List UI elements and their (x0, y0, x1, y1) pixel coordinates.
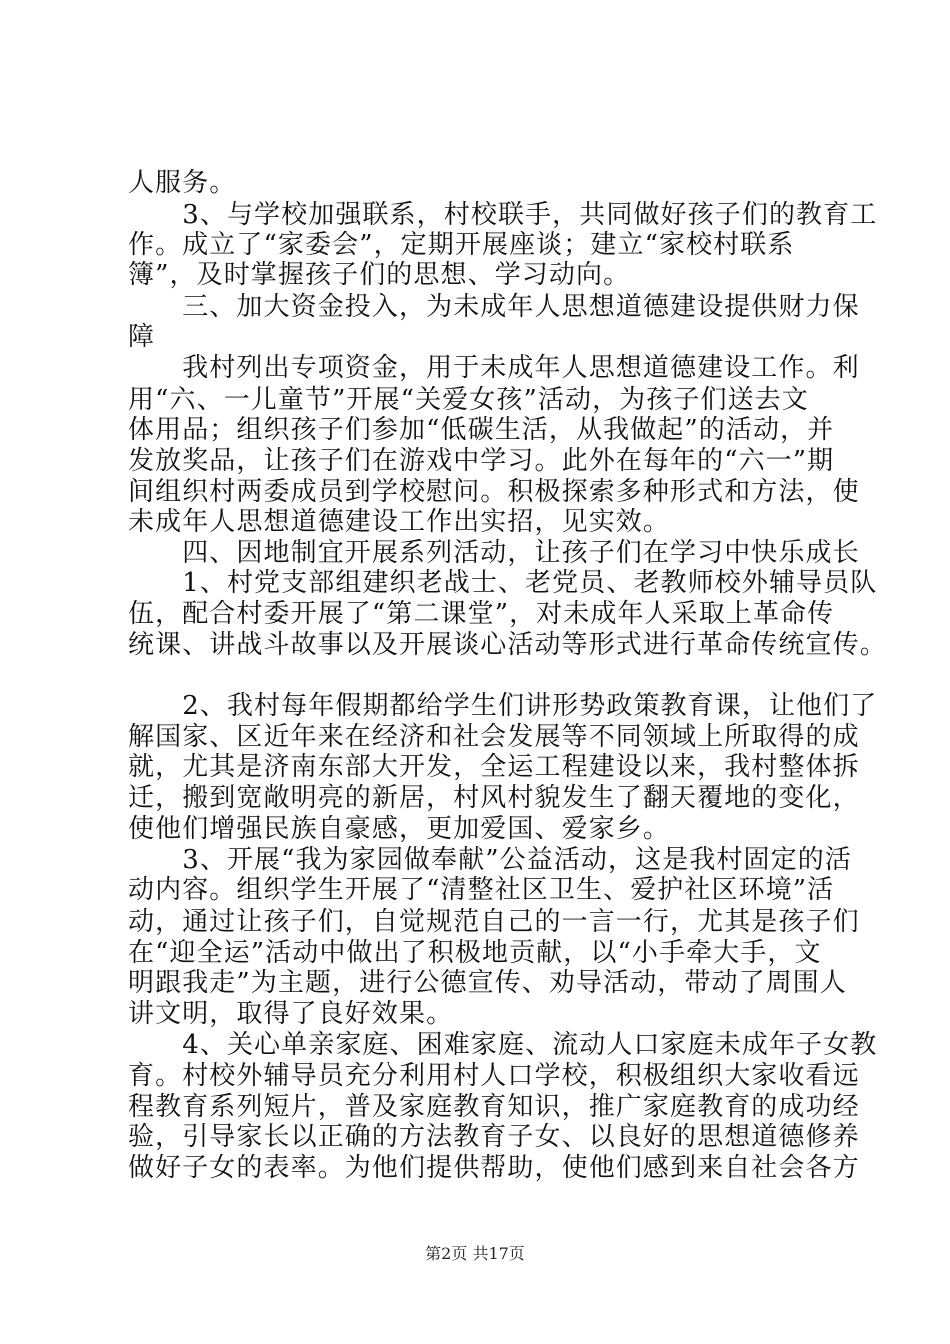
text-line: 间组织村两委成员到学校慰问。积极探索多种形式和方法，使 (128, 477, 860, 507)
text-line: 程教育系列短片，普及家庭教育知识，推广家庭教育的成功经 (128, 1092, 860, 1122)
text-line: 三、加大资金投入，为未成年人思想道德建设提供财力保 (128, 292, 860, 322)
text-line: 伍，配合村委开展了“第二课堂”，对未成年人采取上革命传 (128, 599, 835, 629)
text-line: 明跟我走”为主题，进行公德宣传、劝导活动，带动了周围人 (128, 968, 847, 998)
text-line: 3、开展“我为家园做奉献”公益活动，这是我村固定的活 (128, 845, 852, 875)
text-line: 用“六、一儿童节”开展“关爱女孩”活动，为孩子们送去文 (128, 385, 809, 415)
text-line: 统课、讲战斗故事以及开展谈心活动等形式进行革命传统宣传。 (128, 630, 887, 660)
text-line: 2、我村每年假期都给学生们讲形势政策教育课，让他们了 (128, 691, 878, 721)
text-line: 四、因地制宜开展系列活动，让孩子们在学习中快乐成长 (128, 538, 860, 568)
text-line: 我村列出专项资金，用于未成年人思想道德建设工作。利 (128, 353, 860, 383)
text-line: 未成年人思想道德建设工作出实招，见实效。 (128, 507, 671, 537)
text-line: 在“迎全运”活动中做出了积极地贡献，以“小手牵大手，文 (128, 938, 822, 968)
text-line: 1、村党支部组建织老战士、老党员、老教师校外辅导员队 (128, 568, 878, 598)
text-line: 3、与学校加强联系，村校联手，共同做好孩子们的教育工 (128, 200, 878, 230)
text-line: 使他们增强民族自豪感，更加爱国、爱家乡。 (128, 814, 671, 844)
text-line: 验，引导家长以正确的方法教育子女、以良好的思想道德修养 (128, 1122, 860, 1152)
text-line: 体用品；组织孩子们参加“低碳生活，从我做起”的活动，并 (128, 415, 835, 445)
text-line: 育。村校外辅导员充分利用村人口学校，积极组织大家收看远 (128, 1061, 860, 1091)
text-line: 4、关心单亲家庭、困难家庭、流动人口家庭未成年子女教 (128, 1030, 878, 1060)
text-line: 动，通过让孩子们，自觉规范自己的一言一行，尤其是孩子们 (128, 907, 860, 937)
text-line: 动内容。组织学生开展了“清整社区卫生、爱护社区环境”活 (128, 875, 835, 905)
text-line: 发放奖品，让孩子们在游戏中学习。此外在每年的“六一”期 (128, 446, 835, 476)
text-line: 人服务。 (128, 168, 237, 198)
text-line: 簿”，及时掌握孩子们的思想、学习动向。 (128, 260, 631, 290)
text-line: 做好子女的表率。为他们提供帮助，使他们感到来自社会各方 (128, 1153, 860, 1183)
page-footer: 第2页 共17页 (425, 1244, 525, 1263)
text-line: 讲文明，取得了良好效果。 (128, 999, 454, 1029)
text-line: 解国家、区近年来在经济和社会发展等不同领域上所取得的成 (128, 722, 860, 752)
text-line: 作。成立了“家委会”，定期开展座谈；建立“家校村联系 (128, 230, 795, 260)
text-line: 迁，搬到宽敞明亮的新居，村风村貌发生了翻天覆地的变化， (128, 783, 860, 813)
text-line: 就，尤其是济南东部大开发，全运工程建设以来，我村整体拆 (128, 752, 860, 782)
text-line: 障 (128, 322, 156, 352)
